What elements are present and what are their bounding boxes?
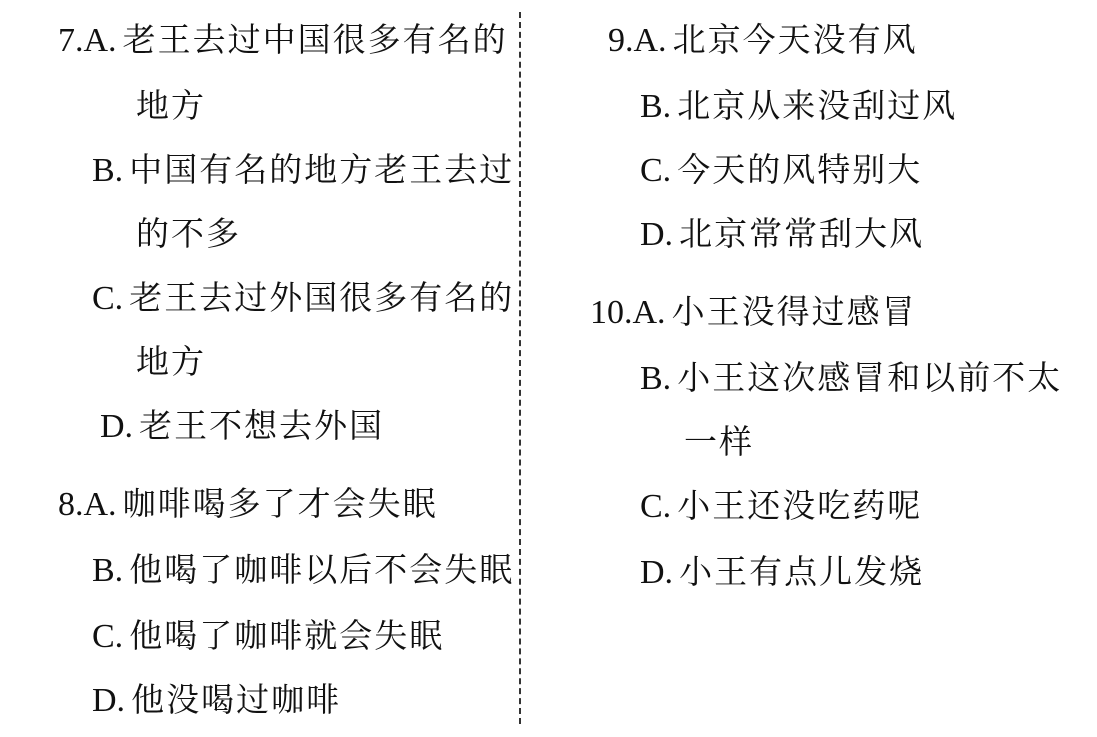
option-text: 小王没得过感冒 <box>671 292 917 331</box>
option-label: B. <box>640 88 672 125</box>
q8-option-d <box>92 680 341 721</box>
q9-option-a <box>608 20 918 61</box>
q9-option-c <box>640 150 922 191</box>
column-divider <box>519 12 521 724</box>
option-label: B. <box>92 552 124 589</box>
option-text: 今天的风特别大 <box>677 150 923 189</box>
q7-option-c <box>92 278 514 319</box>
q7-option-b-cont: 的不多 <box>136 214 241 253</box>
option-label: B. <box>640 360 672 397</box>
option-label: D. <box>92 682 126 719</box>
q10-option-b-cont: 一样 <box>684 422 754 461</box>
option-text: 老王不想去外国 <box>139 406 385 445</box>
option-label: B. <box>92 152 124 189</box>
option-label: C. <box>640 152 672 189</box>
option-text: 小王有点儿发烧 <box>679 552 925 591</box>
q10-option-d <box>640 552 924 593</box>
q9-option-d <box>640 214 924 255</box>
q10-option-b <box>640 358 1062 399</box>
option-text: 他喝了咖啡以后不会失眠 <box>129 550 515 589</box>
q10-option-c <box>640 486 922 527</box>
option-text: 小王还没吃药呢 <box>677 486 923 525</box>
q8-option-b <box>92 550 514 591</box>
option-text: 他没喝过咖啡 <box>131 680 342 719</box>
option-label: A. <box>632 294 666 331</box>
option-label: C. <box>92 618 124 655</box>
option-text: 中国有名的地方老王去过 <box>129 150 515 189</box>
q7-option-c-cont: 地方 <box>136 342 206 381</box>
q9-option-b <box>640 86 957 127</box>
q8-option-a <box>58 484 438 525</box>
q7-option-a <box>58 20 508 61</box>
q7-option-d <box>100 406 384 447</box>
option-label: D. <box>640 216 674 253</box>
q7-option-a-cont: 地方 <box>136 86 206 125</box>
option-label: C. <box>640 488 672 525</box>
q9-number: 9. <box>608 22 634 59</box>
option-label: A. <box>83 22 117 59</box>
q7-option-b <box>92 150 514 191</box>
option-text: 老王去过外国很多有名的 <box>129 278 515 317</box>
option-text: 咖啡喝多了才会失眠 <box>122 484 438 523</box>
q10-option-a <box>590 292 917 333</box>
q7-number: 7. <box>58 22 84 59</box>
option-text: 他喝了咖啡就会失眠 <box>129 616 445 655</box>
option-label: C. <box>92 280 124 317</box>
q10-number: 10. <box>590 294 633 331</box>
option-label: A. <box>633 22 667 59</box>
option-text: 北京从来没刮过风 <box>677 86 958 125</box>
option-label: D. <box>100 408 134 445</box>
option-text: 北京今天没有风 <box>672 20 918 59</box>
option-label: A. <box>83 486 117 523</box>
option-text: 北京常常刮大风 <box>679 214 925 253</box>
option-text: 小王这次感冒和以前不太 <box>677 358 1063 397</box>
option-label: D. <box>640 554 674 591</box>
q8-number: 8. <box>58 486 84 523</box>
option-text: 老王去过中国很多有名的 <box>122 20 508 59</box>
q8-option-c <box>92 616 444 657</box>
